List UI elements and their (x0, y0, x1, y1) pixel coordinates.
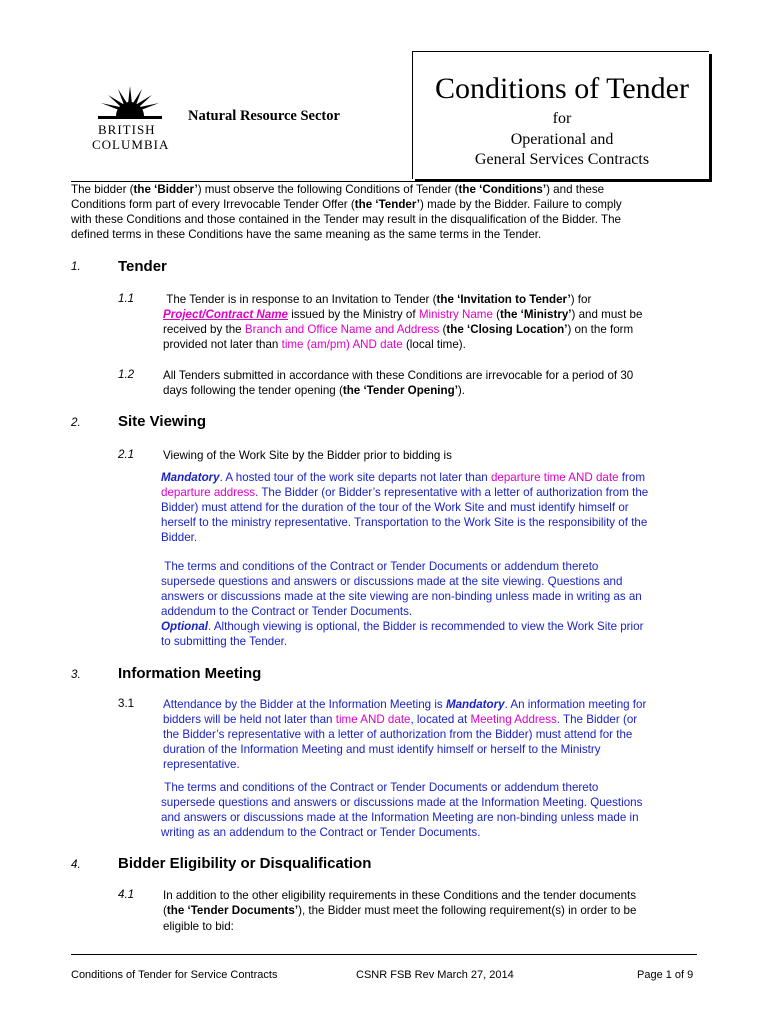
section-4-number: 4. (71, 858, 81, 871)
sector-label: Natural Resource Sector (188, 108, 340, 124)
intro-paragraph (71, 182, 711, 242)
site-viewing-terms-paragraph: The terms and conditions of the Contract or Tender Documents or addendum thereto supersede questions and answers or discussions made at the site viewing. Questions and answers or discussions made at the site viewing are non-binding unless made in writing as an addendum to the Contract or Tender Documents. Optional. Although viewing is optional, the Bidder is recommended to view the Work Site prior to submitting the Tender. (161, 560, 644, 648)
intro-line1: The bidder (the ‘Bidder’) must observe the following Conditions of Tender (the ‘Conditions’) and these (71, 183, 605, 196)
section-3-number: 3. (71, 668, 81, 681)
clause-1-2-text: All Tenders submitted in accordance with these Conditions are irrevocable for a period of 30 days following the tender opening (the ‘Tender Opening’). (163, 369, 634, 397)
clause-1-1-number: 1.1 (118, 292, 135, 305)
clause-1-1-text: The Tender is in response to an Invitation to Tender (the ‘Invitation to Tender’) for Project/Contract Name issued by the Ministry of Ministry Name (the ‘Ministry’) and must be received by the Branch and Office Name and Address (the ‘Closing Location’) on the form provided not later than time (am/pm) AND date (local time). (163, 293, 643, 351)
sun-logo-icon (88, 82, 172, 122)
page-title: Conditions of Tender (435, 72, 689, 105)
mandatory-viewing-paragraph: Mandatory. A hosted tour of the work site departs not later than departure time AND date from departure address. The Bidder (or Bidder’s representative with a letter of authorization from the Bidder) must attend for the duration of the tour of the Work Site and must identify himself or herself to the ministry representative. Transportation to the Work Site is the responsibility of the Bidder. (161, 471, 649, 544)
clause-2-1-number: 2.1 (118, 448, 135, 461)
logo-text-columbia: COLUMBIA (92, 137, 170, 152)
info-meeting-terms-paragraph: The terms and conditions of the Contract or Tender Documents or addendum thereto supersede questions and answers or discussions made at the Information Meeting. Questions and answers or discussions made at the Information Meeting are non-binding unless made in writing as an addendum to the Contract or Tender Documents. (161, 781, 643, 839)
section-1-number: 1. (71, 260, 81, 273)
clause-2-1-text: Viewing of the Work Site by the Bidder prior to bidding is (163, 449, 452, 462)
clause-4-1-text: In addition to the other eligibility requirements in these Conditions and the tender documents (the ‘Tender Documents’), the Bidder must meet the following requirement(s) in order to be eligible to bid: (163, 889, 637, 933)
footer-page-number: Page 1 of 9 (637, 969, 694, 981)
clause-1-2-number: 1.2 (118, 368, 135, 381)
bc-logo (88, 82, 172, 154)
title-sub2: General Services Contracts (474, 151, 650, 168)
footer-rule (71, 954, 697, 955)
project-name-link[interactable]: Project/Contract Name (163, 308, 288, 321)
section-2-title: Site Viewing (118, 413, 207, 430)
footer-left: Conditions of Tender for Service Contracts (71, 969, 278, 981)
clause-3-1-text: Attendance by the Bidder at the Information Meeting is Mandatory. An information meeting for bidders will be held not later than time AND date, located at Meeting Address. The Bidder (or the Bidder’s representative with a letter of authorization from the Bidder) must attend for the duration of the Information Meeting and must identify himself or herself to the Ministry representative. (163, 698, 647, 771)
logo-text-british: BRITISH (98, 122, 156, 137)
title-for: for (552, 110, 572, 127)
title-sub1: Operational and (510, 131, 614, 148)
footer-center: CSNR FSB Rev March 27, 2014 (356, 969, 514, 981)
intro-line3: with these Conditions and those contained in the Tender may result in the disqualification of the Bidder. The (71, 213, 621, 226)
section-3-title: Information Meeting (118, 665, 262, 682)
section-4-title: Bidder Eligibility or Disqualification (118, 855, 372, 872)
intro-line4: defined terms in these Conditions have the same meaning as the same terms in the Tender. (71, 228, 542, 241)
section-1-title: Tender (118, 258, 167, 275)
intro-line2: Conditions form part of every Irrevocable Tender Offer (the ‘Tender’) made by the Bidder. Failure to comply (71, 198, 622, 211)
clause-4-1-number: 4.1 (118, 888, 135, 901)
clause-3-1-number: 3.1 (118, 697, 135, 710)
section-2-number: 2. (71, 416, 81, 429)
